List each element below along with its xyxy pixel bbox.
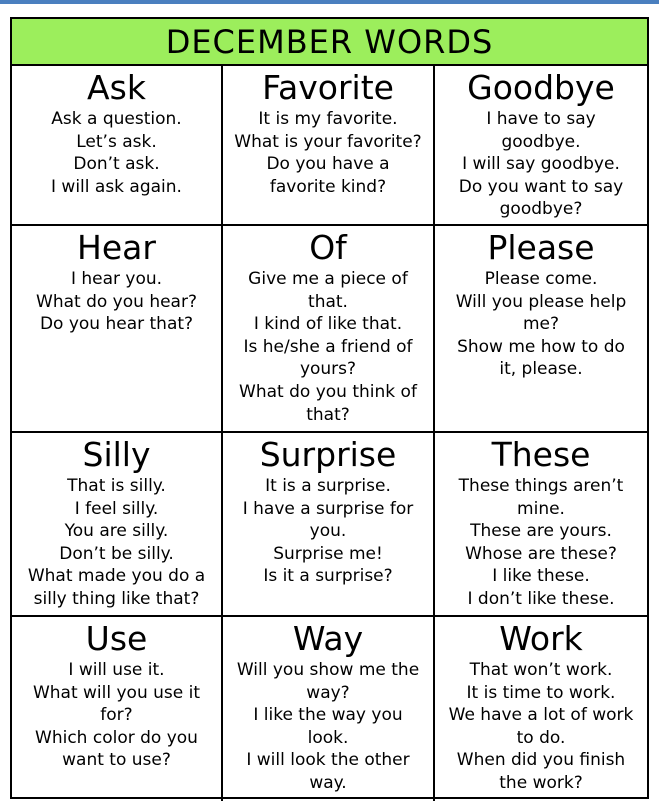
- word-card-way: [223, 617, 435, 801]
- example-sentence: want to use?: [62, 750, 171, 771]
- example-sentence: I feel silly.: [74, 498, 159, 519]
- example-sentence: you.: [309, 521, 347, 542]
- example-sentence: I have to say: [486, 109, 596, 129]
- example-sentence: What is your favorite?: [234, 131, 422, 152]
- word-heading: Silly: [82, 435, 151, 474]
- example-sentence: Don’t ask.: [73, 154, 160, 175]
- word-heading: Goodbye: [467, 68, 615, 107]
- example-sentences: [439, 108, 643, 221]
- example-sentence: Whose are these?: [465, 543, 617, 564]
- word-card-work: [435, 617, 647, 801]
- example-sentence: I like these.: [492, 566, 590, 587]
- example-sentences: [439, 268, 643, 381]
- example-sentence: mine.: [517, 498, 565, 519]
- word-card-hear: [12, 226, 223, 433]
- example-sentence: to do.: [516, 727, 566, 748]
- example-sentences: [439, 659, 643, 795]
- example-sentence: Don’t be silly.: [59, 543, 174, 564]
- word-heading: Favorite: [262, 68, 394, 107]
- example-sentence: Do you want to say: [458, 176, 624, 197]
- example-sentence: These are yours.: [470, 521, 612, 542]
- example-sentence: Do you hear that?: [39, 314, 194, 335]
- example-sentence: that.: [308, 291, 348, 312]
- example-sentence: It is a surprise.: [265, 476, 391, 496]
- example-sentence: Is he/she a friend of: [243, 336, 413, 357]
- example-sentence: Which color do you: [35, 727, 198, 748]
- example-sentence: Do you have a: [266, 154, 390, 175]
- example-sentences: [227, 475, 429, 588]
- example-sentences: [16, 475, 217, 611]
- word-card-surprise: [223, 433, 435, 617]
- word-heading: Please: [487, 228, 595, 267]
- example-sentence: Will you show me the: [236, 660, 420, 680]
- word-heading: Hear: [77, 228, 156, 267]
- window-top-edge: [0, 0, 659, 4]
- example-sentences: [227, 268, 429, 426]
- example-sentences: [16, 108, 217, 198]
- example-sentences: [439, 475, 643, 611]
- example-sentence: goodbye?: [499, 199, 583, 220]
- word-grid: [12, 66, 647, 801]
- example-sentence: Ask a question.: [51, 109, 182, 129]
- example-sentences: [16, 268, 217, 336]
- word-card-these: [435, 433, 647, 617]
- example-sentence: That won’t work.: [469, 660, 613, 680]
- example-sentence: favorite kind?: [269, 176, 387, 197]
- example-sentence: I kind of like that.: [253, 314, 403, 335]
- example-sentence: look.: [307, 727, 349, 748]
- example-sentence: Show me how to do: [457, 336, 625, 357]
- sheet-title: DECEMBER WORDS: [12, 19, 647, 66]
- example-sentences: [227, 659, 429, 795]
- example-sentence: Is it a surprise?: [263, 566, 393, 587]
- word-heading: Work: [499, 619, 583, 658]
- word-heading: These: [491, 435, 591, 474]
- example-sentence: We have a lot of work: [448, 705, 634, 726]
- word-heading: Use: [85, 619, 148, 658]
- example-sentence: it, please.: [499, 359, 583, 380]
- example-sentence: for?: [100, 705, 133, 726]
- example-sentence: What will you use it: [32, 682, 201, 703]
- word-heading: Way: [292, 619, 364, 658]
- example-sentence: What made you do a: [27, 566, 206, 587]
- example-sentence: Give me a piece of: [248, 269, 408, 289]
- example-sentence: the work?: [499, 772, 583, 793]
- example-sentence: It is my favorite.: [258, 109, 398, 129]
- example-sentence: yours?: [299, 359, 357, 380]
- word-heading: Ask: [87, 68, 146, 107]
- example-sentence: You are silly.: [64, 521, 169, 542]
- example-sentence: I hear you.: [70, 269, 163, 289]
- example-sentences: [16, 659, 217, 772]
- example-sentences: [227, 108, 429, 198]
- example-sentence: I have a surprise for: [242, 498, 414, 519]
- example-sentence: What do you hear?: [36, 291, 197, 312]
- word-card-ask: [12, 66, 223, 226]
- example-sentence: way?: [306, 682, 350, 703]
- example-sentence: I don’t like these.: [467, 588, 615, 609]
- example-sentence: silly thing like that?: [33, 588, 200, 609]
- word-heading: Surprise: [259, 435, 397, 474]
- example-sentence: Let’s ask.: [76, 131, 157, 152]
- example-sentence: I will ask again.: [51, 176, 182, 197]
- example-sentence: Please come.: [484, 269, 598, 289]
- example-sentence: That is silly.: [67, 476, 166, 496]
- example-sentence: These things aren’t: [458, 476, 624, 496]
- word-card-of: [223, 226, 435, 433]
- example-sentence: way.: [309, 772, 347, 793]
- example-sentence: I will use it.: [68, 660, 165, 680]
- example-sentence: I will say goodbye.: [462, 154, 620, 175]
- example-sentence: I like the way you: [253, 705, 403, 726]
- word-card-please: [435, 226, 647, 433]
- word-card-silly: [12, 433, 223, 617]
- example-sentence: goodbye.: [501, 131, 581, 152]
- example-sentence: Surprise me!: [273, 543, 383, 564]
- word-card-goodbye: [435, 66, 647, 226]
- december-words-sheet: [10, 17, 649, 799]
- word-card-use: [12, 617, 223, 801]
- example-sentence: I will look the other: [246, 750, 410, 771]
- word-heading: Of: [309, 228, 347, 267]
- example-sentence: What do you think of: [239, 381, 417, 402]
- example-sentence: Will you please help: [455, 291, 627, 312]
- example-sentence: that?: [306, 404, 350, 425]
- example-sentence: me?: [522, 314, 560, 335]
- example-sentence: It is time to work.: [466, 682, 616, 703]
- word-card-favorite: [223, 66, 435, 226]
- example-sentence: When did you finish: [456, 750, 626, 771]
